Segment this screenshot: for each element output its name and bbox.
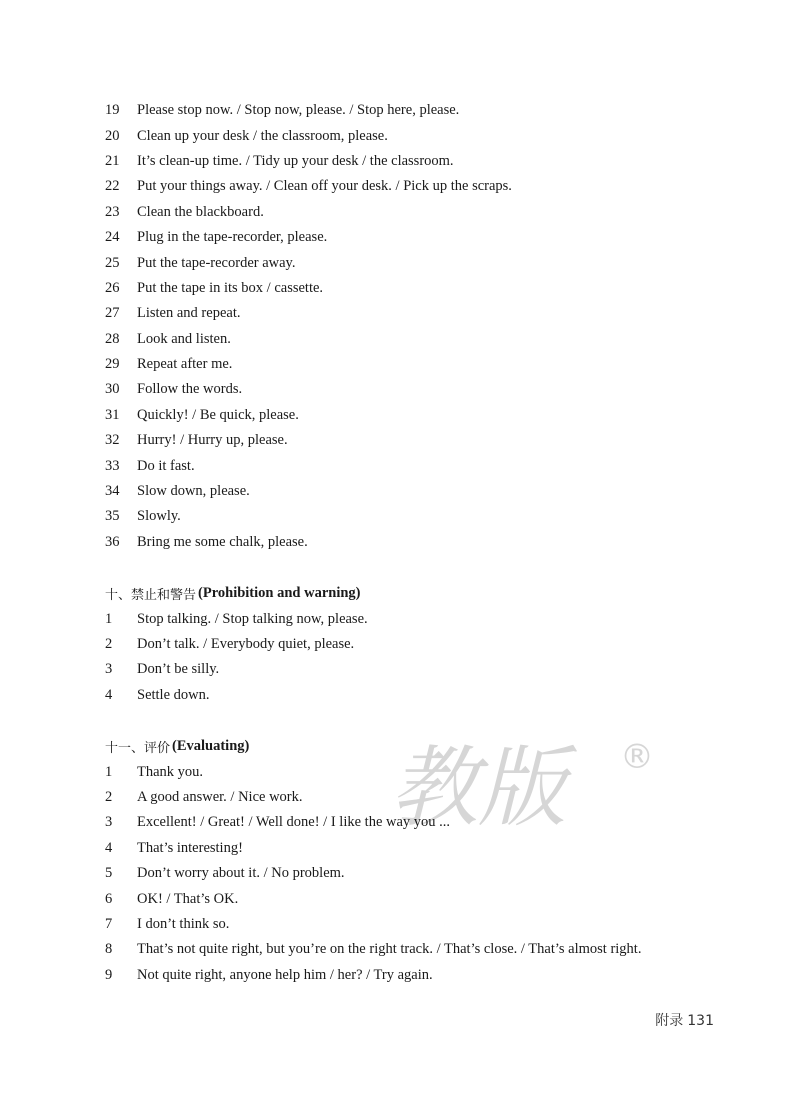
- list-item: [105, 225, 725, 250]
- section-heading: [105, 581, 725, 606]
- item-number: 22: [105, 178, 120, 195]
- list-item: [105, 453, 725, 478]
- item-text: It’s clean-up time. / Tidy up your desk / the classroom.: [137, 152, 454, 169]
- item-text: Slow down, please.: [137, 483, 250, 500]
- list-item: [105, 912, 725, 937]
- list-item: [105, 200, 725, 225]
- section-prohibition: [105, 581, 725, 708]
- item-number: 25: [105, 254, 120, 271]
- item-text: OK! / That’s OK.: [137, 890, 239, 907]
- item-number: 7: [105, 915, 113, 932]
- item-text: Don’t be silly.: [137, 661, 220, 678]
- section-heading-en: (Evaluating): [172, 738, 250, 755]
- item-number: 1: [105, 610, 113, 627]
- list-item: [105, 174, 725, 199]
- item-number: 9: [105, 966, 113, 983]
- item-text: Hurry! / Hurry up, please.: [137, 432, 288, 449]
- item-number: 2: [105, 788, 113, 805]
- list-item: [105, 683, 725, 708]
- list-item: [105, 606, 725, 631]
- section-heading-zh: 十一、评价: [105, 741, 171, 757]
- item-text: Put your things away. / Clean off your desk. / Pick up the scraps.: [137, 178, 512, 195]
- item-text: Clean the blackboard.: [137, 203, 264, 220]
- item-text: Slowly.: [137, 508, 181, 525]
- list-item: [105, 428, 725, 453]
- item-text: Plug in the tape-recorder, please.: [137, 229, 328, 246]
- item-number: 32: [105, 432, 120, 449]
- list-item: [105, 377, 725, 402]
- item-number: 5: [105, 865, 113, 882]
- item-number: 1: [105, 763, 113, 780]
- item-number: 35: [105, 508, 120, 525]
- item-number: 6: [105, 890, 113, 907]
- item-text: Not quite right, anyone help him / her? / Try again.: [137, 966, 433, 983]
- item-text: Don’t talk. / Everybody quiet, please.: [137, 635, 355, 652]
- list-item: [105, 759, 725, 784]
- list-item: [105, 810, 725, 835]
- list-item: [105, 276, 725, 301]
- item-number: 3: [105, 661, 113, 678]
- item-number: 34: [105, 483, 120, 500]
- item-text: Don’t worry about it. / No problem.: [137, 865, 345, 882]
- section-heading-zh: 十、禁止和警告: [105, 588, 197, 604]
- list-item: [105, 886, 725, 911]
- item-text: Settle down.: [137, 686, 210, 703]
- item-text: Put the tape in its box / cassette.: [137, 279, 324, 296]
- item-number: 30: [105, 381, 120, 398]
- item-number: 27: [105, 305, 120, 322]
- item-text: Excellent! / Great! / Well done! / I like the way you ...: [137, 814, 451, 831]
- item-number: 3: [105, 814, 113, 831]
- item-number: 20: [105, 127, 120, 144]
- list-item: [105, 836, 725, 861]
- list-item: [105, 149, 725, 174]
- item-number: 21: [105, 152, 120, 169]
- section-evaluating: [105, 734, 725, 988]
- item-text: Repeat after me.: [137, 356, 233, 373]
- watermark-text: 教版: [390, 736, 567, 838]
- item-number: 4: [105, 686, 113, 703]
- list-item: [105, 98, 725, 123]
- list-item: [105, 785, 725, 810]
- item-text: Thank you.: [137, 763, 204, 780]
- list-item: [105, 530, 725, 555]
- section-heading-en: (Prohibition and warning): [198, 585, 361, 602]
- registered-mark: ®: [620, 737, 654, 777]
- item-text: A good answer. / Nice work.: [137, 788, 303, 805]
- item-text: Stop talking. / Stop talking now, please.: [137, 610, 368, 627]
- item-text: Do it fast.: [137, 457, 195, 474]
- item-number: 36: [105, 533, 120, 550]
- list-item: [105, 250, 725, 275]
- list-continued: [105, 98, 725, 555]
- list-item: [105, 327, 725, 352]
- item-number: 23: [105, 203, 120, 220]
- list-item: [105, 123, 725, 148]
- item-number: 2: [105, 635, 113, 652]
- item-number: 8: [105, 941, 113, 958]
- item-text: Bring me some chalk, please.: [137, 533, 308, 550]
- item-text: That’s interesting!: [137, 839, 243, 856]
- item-text: Clean up your desk / the classroom, please.: [137, 127, 388, 144]
- item-number: 28: [105, 330, 120, 347]
- list-item: [105, 479, 725, 504]
- page-number: 131: [687, 1013, 714, 1029]
- item-number: 19: [105, 102, 120, 119]
- item-text: Please stop now. / Stop now, please. / Stop here, please.: [137, 102, 460, 119]
- list-item: [105, 657, 725, 682]
- item-number: 31: [105, 406, 120, 423]
- item-number: 26: [105, 279, 120, 296]
- item-number: 24: [105, 229, 120, 246]
- item-text: Look and listen.: [137, 330, 231, 347]
- page-footer: [655, 1010, 714, 1030]
- item-text: Put the tape-recorder away.: [137, 254, 296, 271]
- list-item: [105, 352, 725, 377]
- item-text: I don’t think so.: [137, 915, 230, 932]
- list-item: [105, 963, 725, 988]
- list-item: [105, 632, 725, 657]
- item-text: Listen and repeat.: [137, 305, 241, 322]
- section-heading: [105, 734, 725, 759]
- item-text: That’s not quite right, but you’re on the right track. / That’s close. / That’s almost right.: [137, 941, 642, 958]
- list-item: [105, 301, 725, 326]
- list-item: [105, 937, 725, 962]
- item-number: 33: [105, 457, 120, 474]
- item-number: 4: [105, 839, 113, 856]
- footer-label: 附录: [655, 1013, 684, 1029]
- item-number: 29: [105, 356, 120, 373]
- item-text: Quickly! / Be quick, please.: [137, 406, 299, 423]
- list-item: [105, 861, 725, 886]
- list-item: [105, 403, 725, 428]
- list-item: [105, 504, 725, 529]
- item-text: Follow the words.: [137, 381, 243, 398]
